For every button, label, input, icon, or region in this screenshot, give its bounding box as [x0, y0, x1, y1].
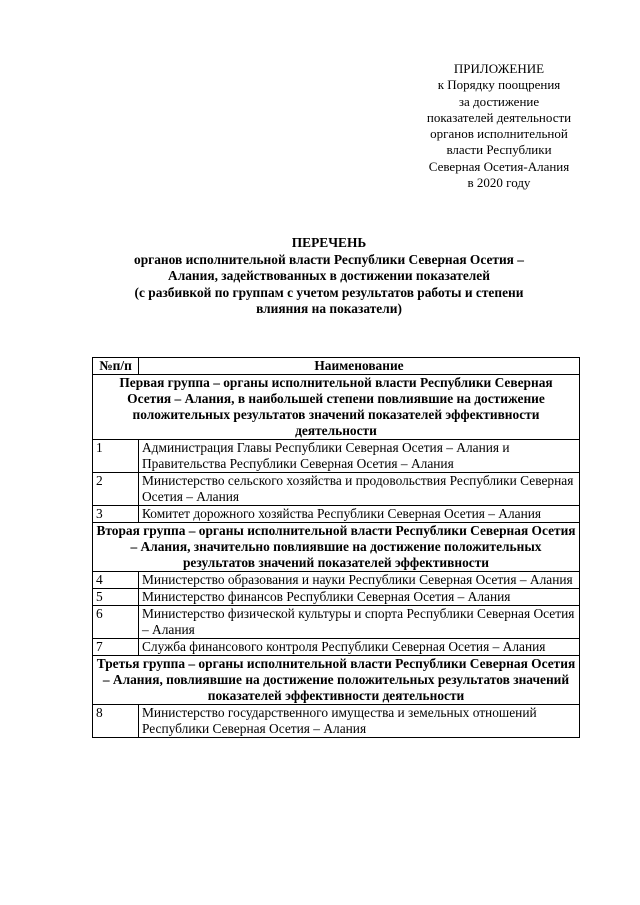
- row-name: Министерство физической культуры и спорта Республики Северная Осетия – Алания: [139, 606, 580, 639]
- group-row: [93, 375, 580, 440]
- row-number: 6: [93, 606, 139, 639]
- row-name: Администрация Главы Республики Северная Осетия – Алания и Правительства Республики Северная Осетия – Алания: [139, 440, 580, 473]
- table-row: [93, 506, 580, 523]
- row-name: Служба финансового контроля Республики Северная Осетия – Алания: [139, 639, 580, 656]
- table-header-row: [93, 358, 580, 375]
- row-name: Министерство сельского хозяйства и продовольствия Республики Северная Осетия – Алания: [139, 473, 580, 506]
- document-title: ПЕРЕЧЕНЬ: [291, 235, 367, 250]
- document-heading: [86, 235, 572, 318]
- agencies-table: [92, 357, 580, 738]
- group-title: Третья группа – органы исполнительной власти Республики Северная Осетия – Алания, повлиявшие на достижение положительных результатов значений показателей эффективности деятельности: [93, 656, 580, 705]
- column-header-name: Наименование: [139, 358, 580, 375]
- document-subtitle-line: (с разбивкой по группам с учетом результатов работы и степени: [134, 284, 524, 300]
- appendix-line: за достижение: [458, 93, 540, 109]
- table-row: [93, 705, 580, 738]
- row-number: 3: [93, 506, 139, 523]
- appendix-title: ПРИЛОЖЕНИЕ: [453, 61, 545, 76]
- table-row: [93, 473, 580, 506]
- row-number: 8: [93, 705, 139, 738]
- group-title: Вторая группа – органы исполнительной власти Республики Северная Осетия – Алания, значительно повлиявшие на достижение положительных результатов значений показателей эффективности: [93, 523, 580, 572]
- row-name: Министерство государственного имущества и земельных отношений Республики Северная Осетия – Алания: [139, 705, 580, 738]
- table-row: [93, 572, 580, 589]
- document-subtitle-line: органов исполнительной власти Республики Северная Осетия –: [134, 251, 524, 267]
- group-row: [93, 523, 580, 572]
- group-title: Первая группа – органы исполнительной власти Республики Северная Осетия – Алания, в наибольшей степени повлиявшие на достижение положительных результатов значений показателей эффективности деятельности: [93, 375, 580, 440]
- document-subtitle-line: Алания, задействованных в достижении показателей: [168, 268, 490, 283]
- group-row: [93, 656, 580, 705]
- table-row: [93, 639, 580, 656]
- table-row: [93, 589, 580, 606]
- appendix-line: в 2020 году: [467, 175, 531, 191]
- row-number: 2: [93, 473, 139, 506]
- row-name: Комитет дорожного хозяйства Республики Северная Осетия – Алания: [139, 506, 580, 523]
- table-row: [93, 606, 580, 639]
- row-name: Министерство финансов Республики Северная Осетия – Алания: [139, 589, 580, 606]
- document-subtitle-line: влияния на показатели): [256, 301, 402, 316]
- row-number: 5: [93, 589, 139, 606]
- appendix-block: [412, 61, 586, 191]
- row-number: 1: [93, 440, 139, 473]
- appendix-line: показателей деятельности: [426, 109, 572, 125]
- row-name: Министерство образования и науки Республики Северная Осетия – Алания: [139, 572, 580, 589]
- row-number: 4: [93, 572, 139, 589]
- appendix-line: Северная Осетия-Алания: [428, 158, 570, 174]
- appendix-line: органов исполнительной: [430, 126, 568, 142]
- row-number: 7: [93, 639, 139, 656]
- table-row: [93, 440, 580, 473]
- column-header-number: №п/п: [93, 358, 139, 375]
- appendix-line: власти Республики: [446, 142, 552, 158]
- appendix-line: к Порядку поощрения: [437, 77, 561, 93]
